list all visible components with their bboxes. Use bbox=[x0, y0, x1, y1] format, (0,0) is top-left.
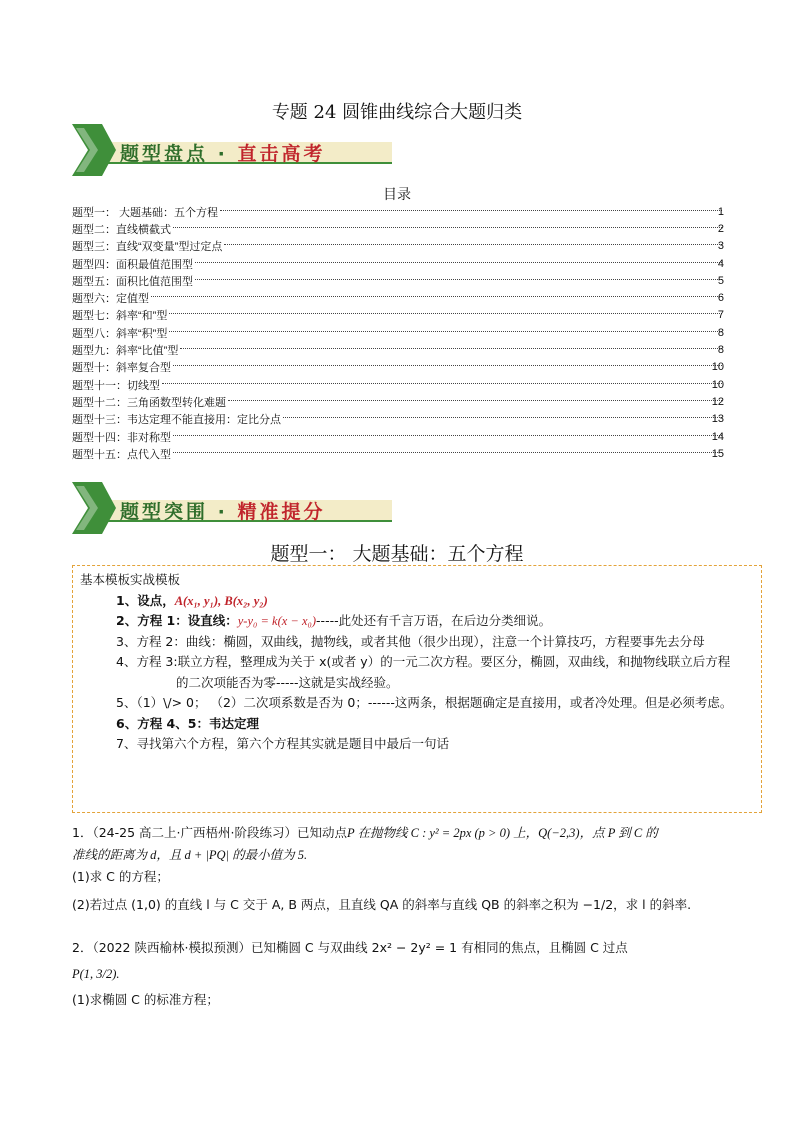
toc-leader-dots bbox=[180, 348, 722, 349]
toc-entry[interactable] bbox=[72, 393, 722, 410]
toc-entry[interactable] bbox=[72, 272, 722, 289]
toc-entry-page: 12 bbox=[711, 395, 724, 408]
toc-entry-page: 5 bbox=[717, 274, 724, 287]
toc-entry-page: 6 bbox=[717, 292, 724, 305]
toc-entry[interactable] bbox=[72, 289, 722, 306]
template-step-2: 2、方程 1：设直线：y-y₀ = k(x − x₀)-----此处还有千言万语，在后边分类细说。 bbox=[116, 613, 552, 628]
toc-leader-dots bbox=[228, 400, 722, 401]
question-1 bbox=[72, 822, 762, 916]
section-heading: 题型一： 大题基础：五个方程 bbox=[270, 543, 524, 565]
toc-leader-dots bbox=[224, 244, 722, 245]
toc-leader-dots bbox=[162, 383, 722, 384]
toc-entry-label: 题型十二：三角函数型转化难题 bbox=[72, 394, 228, 410]
page-title: 专题 24 圆锥曲线综合大题归类 bbox=[271, 102, 523, 123]
toc-entry[interactable] bbox=[72, 376, 722, 393]
toc-entry-label: 题型九：斜率“比值”型 bbox=[72, 342, 180, 358]
template-step-3: 3、方程 2：曲线：椭圆，双曲线，抛物线，或者其他（很少出现），注意一个计算技巧，方程要事先去分母 bbox=[116, 633, 705, 649]
question-2-part1: (1)求椭圆 C 的标准方程； bbox=[72, 992, 219, 1007]
toc-entry-label: 题型十：斜率复合型 bbox=[72, 359, 173, 375]
toc-entry[interactable] bbox=[72, 428, 722, 445]
toc-entry-label: 题型十五：点代入型 bbox=[72, 446, 173, 462]
toc-entry-label: 题型一： 大题基础：五个方程 bbox=[72, 204, 220, 220]
template-step-5: 5、（1）\/> 0； （2）二次项系数是否为 0；------这两条，根据题确定是直接用，或者冷处理。但是必须考虑。 bbox=[116, 695, 733, 710]
toc-entry-page: 10 bbox=[711, 378, 724, 391]
toc-entry-page: 7 bbox=[717, 309, 724, 322]
toc-entry-page: 15 bbox=[711, 447, 724, 460]
toc-entry[interactable] bbox=[72, 359, 722, 376]
toc-entry-label: 题型七：斜率“和”型 bbox=[72, 307, 169, 323]
toc-heading: 目录 bbox=[383, 187, 411, 203]
toc-entry[interactable] bbox=[72, 238, 722, 255]
question-1-line2: 准线的距离为 d，且 d + |PQ| 的最小值为 5. bbox=[72, 848, 308, 862]
toc-entry-page: 4 bbox=[717, 257, 724, 270]
question-2 bbox=[72, 937, 762, 1011]
question-1-stem: 1．（24-25 高二上·广西梧州·阶段练习）已知动点P 在抛物线 C : y² = 2px (p > 0) 上，Q(−2,3)，点 P 到 C 的 bbox=[72, 825, 658, 840]
banner-exam-overview bbox=[72, 124, 392, 176]
toc-leader-dots bbox=[169, 313, 722, 314]
toc-leader-dots bbox=[220, 210, 722, 211]
banner-score-boost bbox=[72, 482, 392, 534]
toc-leader-dots bbox=[173, 452, 722, 453]
toc-entry-label: 题型八：斜率“积”型 bbox=[72, 325, 169, 341]
toc-leader-dots bbox=[173, 435, 722, 436]
toc-leader-dots bbox=[195, 279, 722, 280]
toc-leader-dots bbox=[169, 331, 722, 332]
table-of-contents bbox=[72, 203, 722, 462]
toc-entry-page: 13 bbox=[711, 413, 724, 426]
toc-entry-page: 2 bbox=[717, 222, 724, 235]
toc-leader-dots bbox=[173, 227, 722, 228]
template-step-1: 1、设点，A(x₁, y₁), B(x₂, y₂) bbox=[116, 592, 268, 608]
template-step-6: 6、方程 4、5：韦达定理 bbox=[116, 715, 259, 731]
toc-leader-dots bbox=[195, 262, 722, 263]
template-step-4-cont: 的二次项能否为零-----这就是实战经验。 bbox=[176, 674, 399, 690]
toc-entry-page: 10 bbox=[711, 361, 724, 374]
template-content bbox=[80, 570, 756, 755]
toc-entry-label: 题型三：直线“双变量”型过定点 bbox=[72, 238, 224, 254]
toc-leader-dots bbox=[173, 365, 722, 366]
template-step-7: 7、寻找第六个方程，第六个方程其实就是题目中最后一句话 bbox=[116, 736, 449, 751]
toc-entry-label: 题型十四：非对称型 bbox=[72, 429, 173, 445]
toc-entry[interactable] bbox=[72, 445, 722, 462]
toc-entry-label: 题型四：面积最值范围型 bbox=[72, 256, 195, 272]
question-2-point: P(1, 3/2). bbox=[72, 967, 120, 981]
banner-text: 题型突围 · 精准提分 bbox=[120, 501, 326, 523]
toc-entry[interactable] bbox=[72, 341, 722, 358]
template-step-4: 4、方程 3:联立方程，整理成为关于 x(或者 y）的一元二次方程。要区分，椭圆，双曲线，和抛物线联立后方程 bbox=[116, 654, 731, 669]
toc-entry-label: 题型二：直线横截式 bbox=[72, 221, 173, 237]
chevron-x-icon bbox=[72, 482, 116, 534]
toc-entry-page: 8 bbox=[717, 344, 724, 357]
template-title: 基本模板实战模板 bbox=[80, 572, 181, 587]
question-1-part1: (1)求 C 的方程； bbox=[72, 869, 169, 884]
banner-text: 题型盘点 · 直击高考 bbox=[120, 143, 326, 165]
toc-entry-label: 题型十三：韦达定理不能直接用：定比分点 bbox=[72, 411, 283, 427]
question-1-part2: (2)若过点 (1,0) 的直线 l 与 C 交于 A, B 两点，且直线 QA 的斜率与直线 QB 的斜率之积为 −1/2，求 l 的斜率. bbox=[72, 897, 692, 912]
question-2-stem: 2．（2022 陕西榆林·模拟预测）已知椭圆 C 与双曲线 2x² − 2y² = 1 有相同的焦点，且椭圆 C 过点 bbox=[72, 940, 628, 955]
toc-entry-page: 8 bbox=[717, 326, 724, 339]
toc-entry-page: 14 bbox=[711, 430, 724, 443]
toc-entry[interactable] bbox=[72, 307, 722, 324]
toc-leader-dots bbox=[283, 417, 722, 418]
toc-entry[interactable] bbox=[72, 324, 722, 341]
toc-entry[interactable] bbox=[72, 411, 722, 428]
toc-entry[interactable] bbox=[72, 203, 722, 220]
toc-entry-page: 3 bbox=[717, 240, 724, 253]
toc-leader-dots bbox=[151, 296, 722, 297]
chevron-x-icon bbox=[72, 124, 116, 176]
toc-entry-label: 题型五：面积比值范围型 bbox=[72, 273, 195, 289]
toc-entry[interactable] bbox=[72, 255, 722, 272]
toc-entry[interactable] bbox=[72, 220, 722, 237]
toc-entry-page: 1 bbox=[717, 205, 724, 218]
toc-entry-label: 题型十一：切线型 bbox=[72, 377, 162, 393]
toc-entry-label: 题型六：定值型 bbox=[72, 290, 151, 306]
